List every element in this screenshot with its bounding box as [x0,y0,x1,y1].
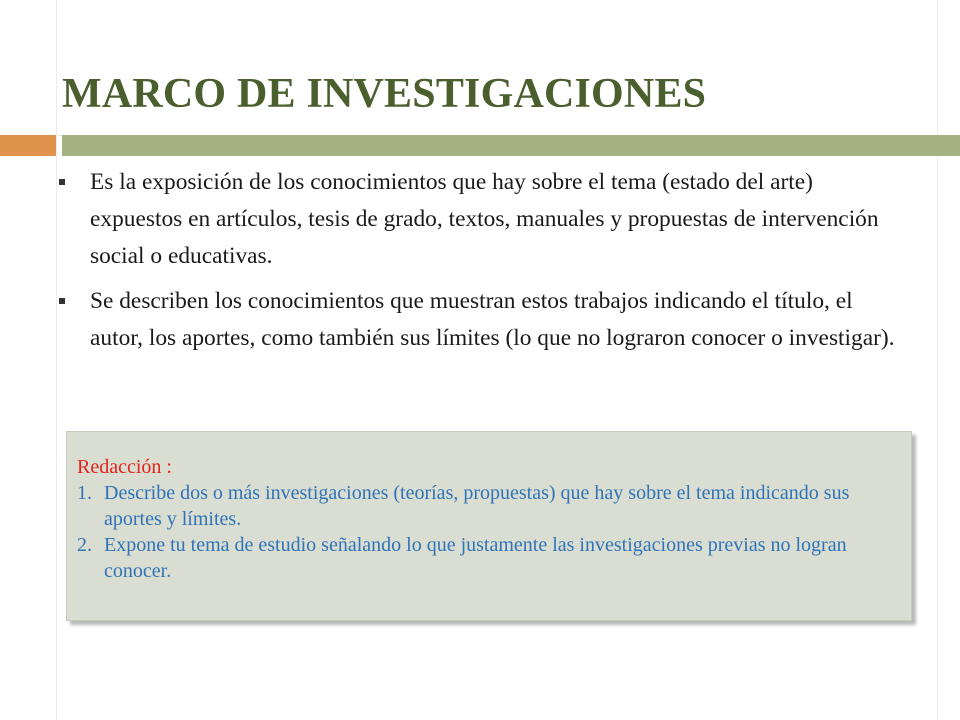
bullet-item [56,164,896,275]
instruction-number: 1. [77,482,92,504]
grid-line [937,0,938,720]
title-accent-bar-orange [0,135,56,156]
title-accent-bar-green [62,135,960,156]
bullet-text: Es la exposición de los conocimientos que hay sobre el tema (estado del arte) expuestos en artículos, tesis de grado, textos, manuales y propuestas de intervención social o educativas. [90,169,879,269]
square-bullet-icon [59,298,65,304]
bullet-text: Se describen los conocimientos que muestran estos trabajos indicando el título, el autor, los aportes, como también sus límites (lo que no lograron conocer o investigar). [90,288,895,351]
bullet-item [56,283,896,357]
box-heading: Redacción : [77,456,172,478]
bullet-list [56,164,896,365]
instruction-list [77,480,897,584]
instruction-item [77,480,897,532]
square-bullet-icon [59,179,65,185]
instruction-text: Describe dos o más investigaciones (teorías, propuestas) que hay sobre el tema indicando sus aportes y límites. [104,482,850,530]
instruction-item [77,532,897,584]
instruction-text: Expone tu tema de estudio señalando lo que justamente las investigaciones previas no logran conocer. [104,534,847,582]
instruction-number: 2. [77,534,92,556]
slide-title: MARCO DE INVESTIGACIONES [62,71,707,117]
writing-instructions-box [66,431,912,621]
